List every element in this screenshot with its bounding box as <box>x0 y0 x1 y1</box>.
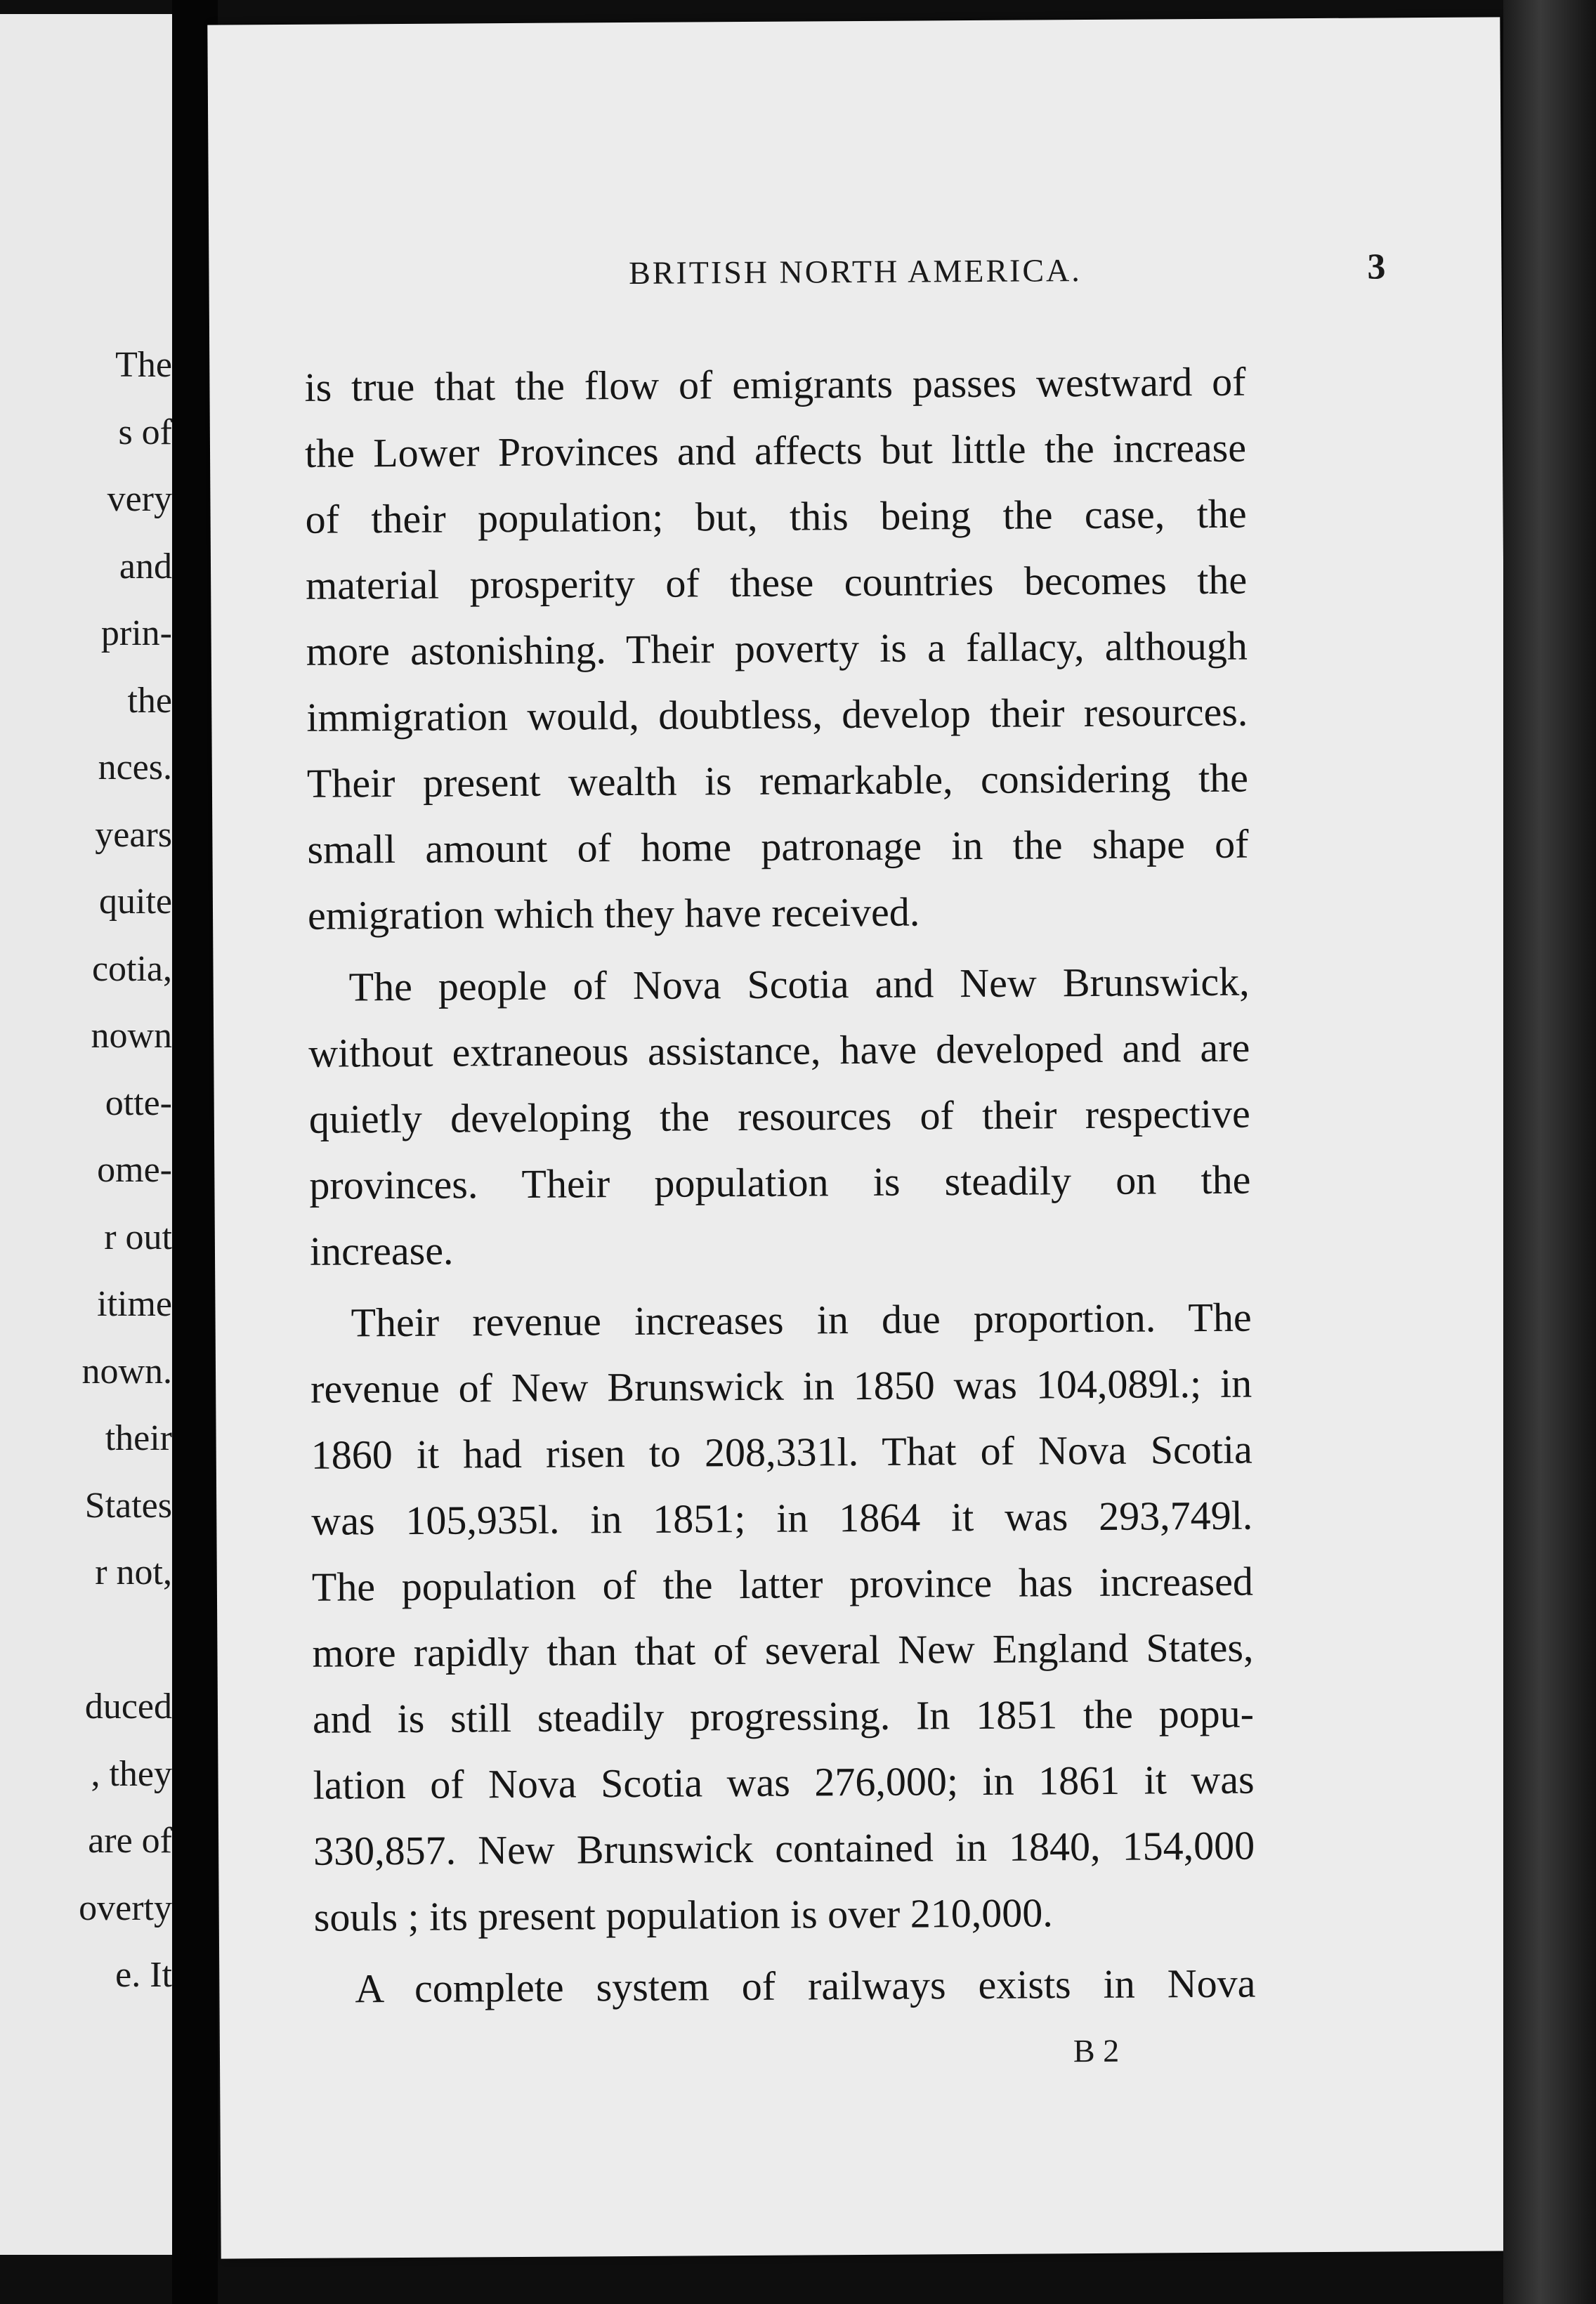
text-line: material prosperity of these countries becomes the <box>305 556 1248 608</box>
page-number: 3 <box>1367 247 1386 287</box>
text-line: the Lower Provinces and affects but little the increase <box>304 424 1247 476</box>
left-page-line: overty <box>79 1887 172 1928</box>
text-line: increase. <box>309 1227 454 1274</box>
signature-mark: B 2 <box>1073 2032 1120 2069</box>
text-line: A complete system of railways exists in Nova <box>355 1960 1256 2012</box>
left-page-line: r out <box>104 1217 172 1257</box>
text-line: and is still steadily progressing. In 1851 the popu- <box>312 1690 1255 1742</box>
text-line: 1860 it had risen to 208,331l. That of Nova Scotia <box>310 1426 1252 1478</box>
left-page-line: nown. <box>81 1351 172 1392</box>
left-page-line: otte- <box>105 1082 172 1123</box>
text-line: provinces. Their population is steadily on the <box>309 1156 1251 1208</box>
text-line: souls ; its present population is over 210,000. <box>313 1890 1053 1940</box>
paragraph <box>308 949 1251 1285</box>
body-text <box>304 349 1255 2022</box>
text-line: immigration would, doubtless, develop their resources. <box>306 688 1248 740</box>
running-head: BRITISH NORTH AMERICA. <box>628 252 1082 291</box>
paragraph <box>310 1285 1255 1951</box>
left-page-line: cotia, <box>91 948 172 989</box>
text-line: was 105,935l. in 1851; in 1864 it was 293,749l. <box>311 1492 1253 1544</box>
left-page-line: and <box>119 546 172 587</box>
text-line: emigration which they have received. <box>307 889 920 938</box>
left-page-line: The <box>115 345 172 385</box>
paragraph <box>314 1951 1256 2022</box>
text-line: lation of Nova Scotia was 276,000; in 1861 it was <box>313 1756 1255 1808</box>
text-line: more rapidly than that of several New England States, <box>312 1624 1254 1676</box>
left-page-line: itime <box>97 1284 172 1324</box>
left-page-line: nces. <box>98 747 172 787</box>
left-page-line: r not, <box>95 1552 172 1592</box>
paragraph <box>304 349 1249 949</box>
left-page-line: very <box>107 479 172 519</box>
left-page-line: nown <box>91 1016 172 1056</box>
text-line: of their population; but, this being the case, the <box>305 490 1247 542</box>
text-line: quietly developing the resources of their respective <box>308 1090 1250 1142</box>
text-line: Their revenue increases in due proportion. The <box>351 1294 1252 1346</box>
text-line: is true that the flow of emigrants passes westward of <box>304 358 1246 410</box>
text-line: 330,857. New Brunswick contained in 1840, 154,000 <box>313 1822 1255 1874</box>
left-page-line: ome- <box>97 1150 172 1190</box>
left-page-line: duced <box>84 1687 172 1727</box>
text-line: revenue of New Brunswick in 1850 was 104,089l.; in <box>310 1360 1252 1412</box>
left-page-line: the <box>127 680 172 721</box>
left-page-line: years <box>95 814 172 855</box>
text-line: more astonishing. Their poverty is a fallacy, although <box>306 622 1248 674</box>
left-page-line: their <box>105 1418 172 1458</box>
left-page-line: , they <box>91 1753 172 1794</box>
text-line: Their present wealth is remarkable, considering the <box>306 754 1249 806</box>
left-page-line: prin- <box>100 613 172 653</box>
text-line: The population of the latter province has increased <box>311 1558 1254 1610</box>
previous-page-fragment <box>0 14 172 2255</box>
left-page-line: quite <box>99 882 172 922</box>
left-page-line: e. It <box>115 1955 172 1995</box>
text-line: without extraneous assistance, have developed and are <box>308 1024 1250 1076</box>
book-page <box>207 17 1513 2258</box>
book-edge <box>1503 0 1596 2304</box>
left-page-line: States <box>84 1485 172 1526</box>
left-page-line: s of <box>118 412 172 452</box>
text-line: The people of Nova Scotia and New Brunswick, <box>348 958 1250 1010</box>
text-line: small amount of home patronage in the shape of <box>307 820 1249 872</box>
left-page-line: are of <box>88 1821 172 1861</box>
